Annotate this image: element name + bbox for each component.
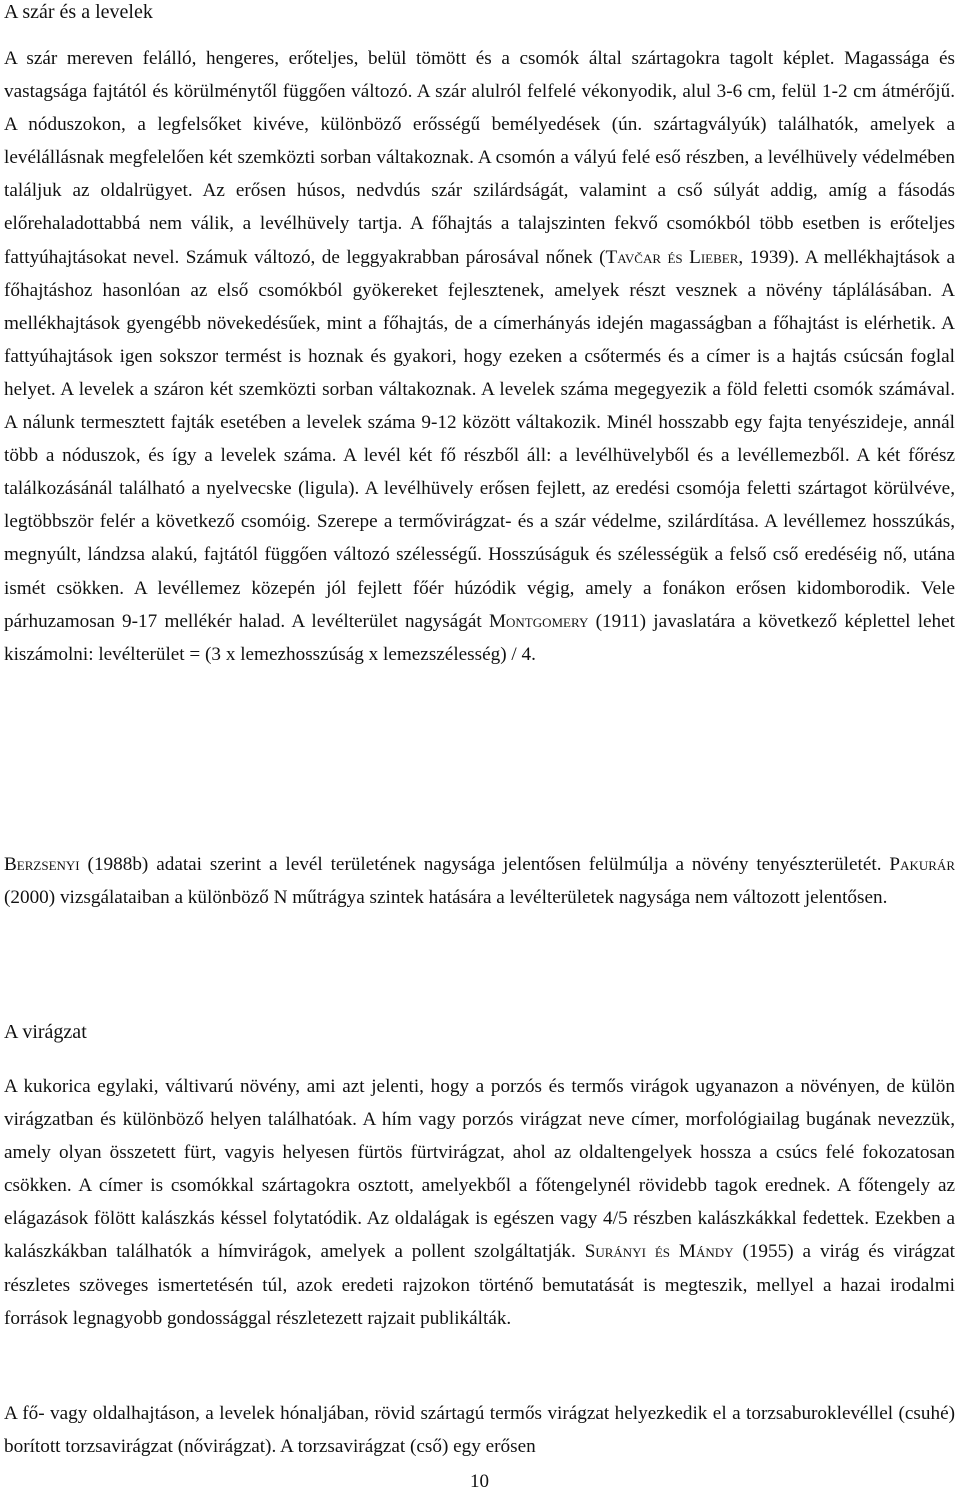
paragraph-text: (1988b) adatai szerint a levél területének nagysága jelentősen felülmúlja a növény tenyészterületét. xyxy=(79,854,890,875)
page-number: 10 xyxy=(470,1471,489,1492)
author-citation: Surányi és Mándy xyxy=(584,1241,734,1263)
paragraph-leaf-area xyxy=(4,848,955,914)
paragraph-text: (2000) vizsgálataiban a különböző N műtrágya szintek hatására a levélterületek nagysága nem változott jelentősen. xyxy=(4,887,888,909)
paragraph-inflorescence xyxy=(4,1070,955,1335)
paragraph-stem-and-leaves xyxy=(4,42,955,671)
author-citation: Pakurár xyxy=(889,854,955,875)
section-heading-stem-and-leaves: A szár és a levelek xyxy=(4,1,153,23)
paragraph-female-inflorescence: A fő- vagy oldalhajtáson, a levelek hónaljában, rövid szártagú termős virágzat helyezkedik el a torzsaburoklevéllel (csuhé) borított torzsavirágzat (nővirágzat). A torzsavirágzat (cső) egy erősen xyxy=(4,1403,955,1458)
paragraph-text: (1955) a virág és virágzat részletes szöveges ismertetésén túl, azok eredeti rajzokon történő bemutatását is megteszik, mellyel a hazai irodalmi források legnagyobb gondossággal részletezett rajzait publikálták. xyxy=(4,1241,955,1329)
paragraph-text: A szár mereven felálló, hengeres, erőteljes, belül tömött és a csomók által szártagokra tagolt képlet. Magassága és vastagsága fajtától és körülménytől függően változó. A szár alulról felfelé vékonyodik, alul 3-6 cm, felül 1-2 cm átmérőjű. A nóduszokon, a legfelsőket kivéve, különböző erősségű bemélyedések (ún. szártagvályúk) találhatók, amelyek a levélállásnak megfelelően két szemközti sorban váltakoznak. A csomón a vályú felé eső részben, a levélhüvely védelmében találjuk az oldalrügyet. Az erősen húsos, nedvdús szár szilárdságát, valamint a cső súlyát addig, amíg a fásodás előrehaladottabbá nem válik, a levélhüvely tartja. A főhajtás a talajszinten fekvő csomókból több esetben is erőteljes fattyúhajtásokat nevel. Számuk változó, de leggyakrabban párosával nőnek ( xyxy=(4,48,955,268)
author-citation: Berzsenyi xyxy=(4,854,80,875)
section-heading-inflorescence: A virágzat xyxy=(4,1021,87,1043)
paragraph-text: (1911) javaslatára a következő képlettel lehet kiszámolni: levélterület = (3 x lemezhosszúság x lemezszélesség) / 4. xyxy=(4,610,955,665)
author-citation: Tavčar és Lieber xyxy=(605,246,739,268)
paragraph-text: , 1939). A mellékhajtások a főhajtáshoz hasonlóan az első csomókból gyökereket fejlesztenek, amelyek részt vesznek a növény táplálásában. A mellékhajtások gyengébb növekedésűek, mint a főhajtás, de a címerhányás idején magasságban a főhajtást is elérhetik. A fattyúhajtások igen sokszor termést is hoznak és gyakori, hogy ezeken a csőtermés és a címer is a hajtás csúcsán foglal helyet. A levelek a száron két szemközti sorban váltakoznak. A levelek száma megegyezik a föld feletti csomók számával. A nálunk termesztett fajták esetében a levelek száma 9-12 között váltakozik. Minél hosszabb egy fajta tenyészideje, annál több a nóduszok, és így a levelek száma. A levél két fő részből áll: a levélhüvelyből és a levéllemezből. A két főrész találkozásánál található a nyelvecske (ligula). A levélhüvely erősen fejlett, az eredési csomója feletti szártagot körülvéve, legtöbbször felér a következő csomóig. Szerepe a termővirágzat- és a szár védelme, szilárdítása. A levéllemez hosszúkás, megnyúlt, lándzsa alakú, fajtától függően változó szélességű. Hosszúságuk és szélességük a felső cső eredéséig nő, utána ismét csökken. A levéllemez közepén jól fejlett főér húzódik végig, amely a fonákon erősen kidomborodik. Vele párhuzamosan 9-17 mellékér halad. A levélterület nagyságát xyxy=(4,246,955,632)
paragraph-text: A kukorica egylaki, váltivarú növény, ami azt jelenti, hogy a porzós és termős virágok ugyanazon a növényen, de külön virágzatban és különböző helyen találhatóak. A hím vagy porzós virágzat neve címer, morfológiailag bugának nevezzük, amely olyan összetett fürt, vagyis helyesen fürtös fürtvirágzat, ahol az oldaltengelyek hossza a csúcs felé fokozatosan csökken. A címer is csomókkal szártagokra osztott, amelyekből a főtengelynél rövidebb tagok erednek. A főtengely az elágazások fölött kalászkás késsel folytatódik. Az oldalágak is egészen vagy 4/5 részben kalászkákkal fedettek. Ezekben a kalászkákban találhatók a hímvirágok, amelyek a pollent szolgáltatják. xyxy=(4,1076,955,1263)
author-citation: Montgomery xyxy=(488,610,589,632)
